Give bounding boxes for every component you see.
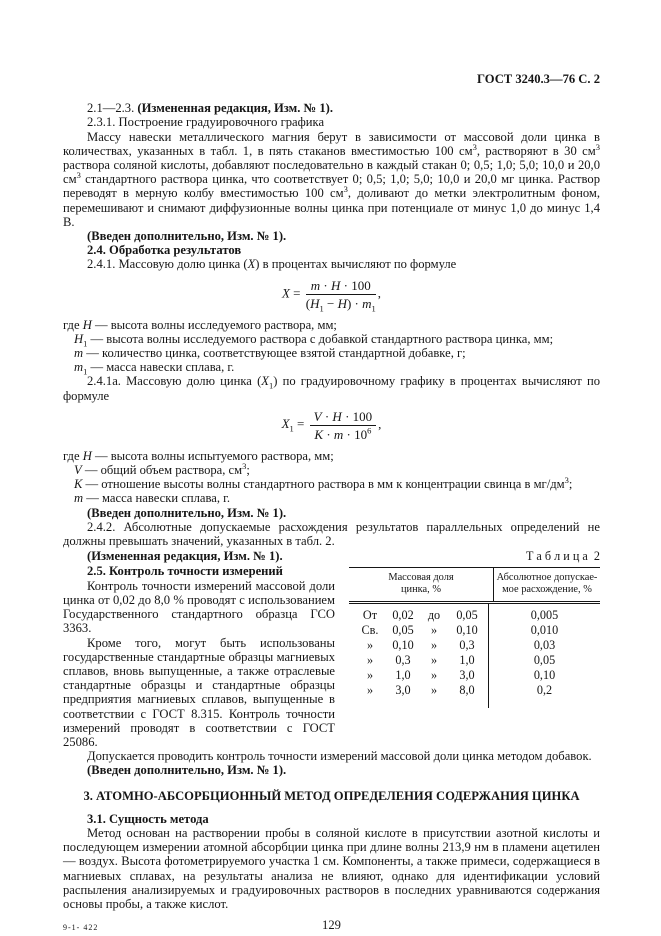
heading-3-1: 3.1. Сущность метода xyxy=(87,811,209,826)
fraction xyxy=(310,409,377,442)
table-2-header-mass-fraction: Массовая доля цинка, % xyxy=(349,568,494,601)
table-row: » 0,10 » 0,3 0,03 xyxy=(349,638,600,653)
clause-2-4-1a: 2.4.1а. Массовую долю цинка $(X_1)$ по градуировочному графику в процентах вычисляют по формуле xyxy=(63,374,600,403)
numerator: V · H · 100 xyxy=(310,409,377,426)
clause-2-1-2-3 xyxy=(63,101,600,115)
table-2-header-row xyxy=(349,568,600,604)
where-list-1-line: где H — высота волны исследуемого раствора, мм; xyxy=(63,317,337,332)
heading-2-4: 2.4. Обработка результатов xyxy=(87,243,242,258)
where-list-2-line: m — масса навески сплава, г. xyxy=(74,491,231,506)
table-row: » 0,3 » 1,0 0,05 xyxy=(349,653,600,668)
amendment-and-table-caption-row xyxy=(63,549,600,563)
where-list-1-line: $H_1$ — высота волны исследуемого раствора с добавкой стандартного раствора цинка, мм; xyxy=(74,331,554,349)
where-list-2-line: где H — высота волны испытуемого раствора, мм; xyxy=(63,448,334,463)
formula-mass-fraction-x1 xyxy=(63,409,600,442)
amended-note-2: (Измененная редакция, Изм. № 1). xyxy=(87,549,283,564)
paragraph-method-essence: Метод основан на растворении пробы в соляной кислоте в присутствии азотной кислоты и последующем измерении атомной абсорбции цинка при длине волны 213,9 нм в пламени ацетилен — воздух. Высота фотометрируемого участка 1 см. Компоненты, а также примеси, содержащиеся в магниевых сплавах, на результаты анализа не влияют, однако для идентификации условий распыления анализируемых и градуировочных растворов в последних уравниваются содержания основы пробы, а также кислот. xyxy=(63,825,600,911)
where-list-1-line: $m_1$ — масса навески сплава, г. xyxy=(74,360,235,377)
clause-range: 2.1—2.3. xyxy=(87,101,138,116)
paragraph-weighing-procedure: Массу навески металлического магния берут в зависимости от массовой доли цинка в количествах, указанных в табл. 1, в пять стаканов вместимостью 100 $см^3$, растворяют в 30 $см^3$ раствора соляной кислоты, добавляют последовательно в каждый стакан 0; 0,5; 1,0; 5,0; 10,0 и 20,0 $см^3$ стандартного раствора цинка, что соответствует 0; 0,5; 1,0; 5,0; 10,0 и 20,0 мг цинка. Раствор переводят в мерную колбу вместимостью 100 $см^3$, доливают до метки электролитным фоном, перемешивают и снимают диффузионные волны цинка при потенциале от минус 1,0 до минус 1,4 В. xyxy=(63,129,601,229)
left-column xyxy=(63,564,335,749)
formula-lhs: $X_1$ = xyxy=(281,416,305,434)
table-row: » 1,0 » 3,0 0,10 xyxy=(349,668,600,683)
page-number: 129 xyxy=(322,918,341,933)
denominator: $K \cdot m \cdot 10^6$ xyxy=(314,425,372,442)
page-content xyxy=(63,72,600,932)
table-row: От 0,02 до 0,05 0,005 xyxy=(349,608,600,623)
table-2 xyxy=(349,567,600,708)
fraction xyxy=(305,277,376,314)
clause-2-3-1-title: 2.3.1. Построение градуировочного графика xyxy=(87,115,325,130)
paragraph-additions-method: Допускается проводить контроль точности измерений массовой доли цинка методом добавок. xyxy=(87,749,592,764)
page-footer xyxy=(63,918,600,932)
two-column-section xyxy=(63,564,600,749)
table-spacer-row xyxy=(349,698,600,708)
document-header: ГОСТ 3240.3—76 С. 2 xyxy=(477,72,600,86)
print-order-code: 9-1- 422 xyxy=(63,923,99,933)
table-2-header-allowance: Абсолютное допускае- мое расхождение, % xyxy=(496,572,598,596)
heading-2-5: 2.5. Контроль точности измерений xyxy=(87,564,283,579)
table-row: » 3,0 » 8,0 0,2 xyxy=(349,683,600,698)
clause-2-4-1: 2.4.1. Массовую долю цинка (X) в процентах вычисляют по формуле xyxy=(87,257,457,272)
numerator: m · H · 100 xyxy=(306,278,376,295)
right-column xyxy=(349,564,600,749)
denominator: $(H_1 - H) \cdot m_1$ xyxy=(305,295,376,314)
formula-tail: , xyxy=(377,285,382,301)
introduced-note-3: (Введен дополнительно, Изм. № 1). xyxy=(87,763,287,778)
table-2-caption: Т а б л и ц а 2 xyxy=(525,549,600,564)
introduced-note-1: (Введен дополнительно, Изм. № 1). xyxy=(87,229,287,244)
table-row: Св. 0,05 » 0,10 0,010 xyxy=(349,623,600,638)
amendment-note: (Измененная редакция, Изм. № 1). xyxy=(137,101,334,116)
where-list-2-line: K — отношение высоты волны стандартного раствора в мм к концентрации свинца в $мг/дм^3$; xyxy=(74,475,573,492)
formula-mass-fraction-x xyxy=(63,277,600,314)
formula-tail: , xyxy=(378,416,382,432)
section-3-heading: 3. АТОМНО-АБСОРБЦИОННЫЙ МЕТОД ОПРЕДЕЛЕНИЯ СОДЕРЖАНИЯ ЦИНКА xyxy=(83,788,580,803)
paragraph-accuracy-control: Контроль точности измерений массовой доли цинка от 0,02 до 8,0 % проводят с использованием Государственного стандартного образца ГСО 3363. xyxy=(63,578,335,636)
introduced-note-2: (Введен дополнительно, Изм. № 1). xyxy=(87,505,287,520)
clause-2-4-2: 2.4.2. Абсолютные допускаемые расхождения результатов параллельных определений не должны превышать значений, указанных в табл. 2. xyxy=(63,519,600,549)
formula-lhs: X = xyxy=(281,285,301,301)
where-list-2-line: V — общий объем раствора, $см^3$; xyxy=(74,460,250,478)
paragraph-standard-samples: Кроме того, могут быть использованы государственные стандартные образцы магниевых сплавов, вновь выпущенные, а также отраслевые стандартные образцы и стандартные образцы предприятия магниевых сплавов, выпущенные в соответствии с ГОСТ 8.315. Контроль точности измерений проводят в соответствии с ГОСТ 25086. xyxy=(63,635,335,749)
where-list-1-line: m — количество цинка, соответствующее взятой стандартной добавке, г; xyxy=(74,346,466,361)
